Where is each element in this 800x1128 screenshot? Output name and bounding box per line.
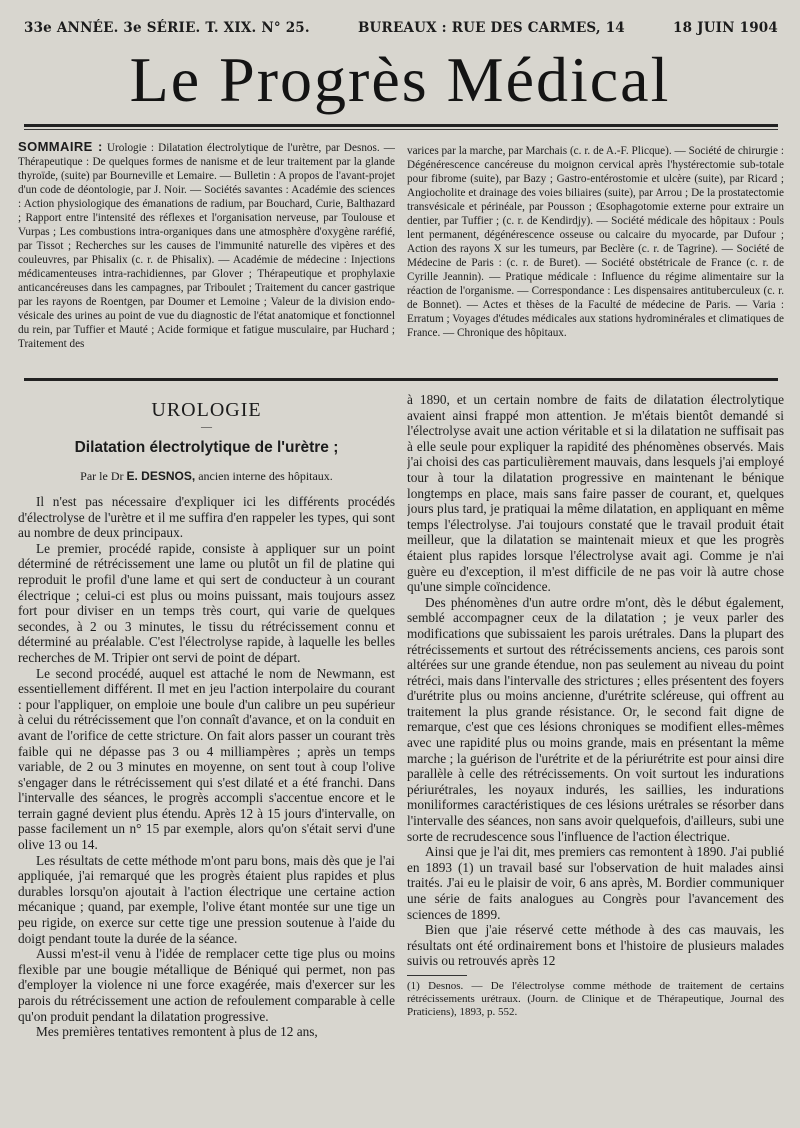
paragraph: Il n'est pas nécessaire d'expliquer ici les différents procédés d'électrolyse de l'urètre et il me suffira d'en rappeler les types, qui sont au nombre de deux principaux. xyxy=(18,494,395,541)
masthead-rule-thin xyxy=(24,129,778,130)
sommaire-label: SOMMAIRE : xyxy=(18,140,103,154)
masthead-rule xyxy=(24,124,778,127)
sommaire-left-column xyxy=(18,140,395,372)
sommaire-right-text: varices par la marche, par Marchais (c. r. de A.-F. Plicque). — Société de chirurgie : Dégénérescence cancéreuse du moignon cervical après l'hystérectomie sub-totale pour fibrome (suite), par Bazy ; Gastro-entérostomie et ulcère (suite), par Ricard ; Angiocholite et drainage des voies biliaires (suite), par Arrou ; De la prostatectomie transvésicale et périnéale, par Pousson ; Œsophagotomie externe pour extraire un dentier, par Tuffier ; (c. r. de Kendirdjy). — Société médicale des hôpitaux : Pouls lent permanent, dégénérescence osseuse ou calcaire du myocarde, par Dufour ; Action des rayons X sur les tumeurs, par Beclère (c. r. de Tagrine). — Société de Médecine de Paris : (c. r. de Buret). — Société obstétricale de France (c. r. de Cyrille Jeannin). — Pratique médicale : Influence du régime alimentaire sur la réaction de l'organisme. — Correspondance : Les dispensaires antituberculeux (c. r. de Bonnet). — Actes et thèses de la Faculté de médecine de Paris. — Varia : Erratum ; Voyages d'études médicales aux stations hydrominérales et climatiques de France. — Chronique des hôpitaux. xyxy=(407,145,784,339)
article-title: Dilatation électrolytique de l'urètre ; xyxy=(74,439,339,456)
article-right-column xyxy=(407,392,784,1082)
office-address: BUREAUX : RUE DES CARMES, 14 xyxy=(357,20,625,36)
sommaire-section xyxy=(18,140,784,372)
sommaire-left-text: Urologie : Dilatation électrolytique de l'urètre, par Desnos. — Thérapeutique : De quelques formes de nanisme et de leur traitement par la glande thyroïde, (suite) par Bourneville et Lemaire. — Bulletin : A propos de l'avant-projet d'un code de déontologie, par J. Noir. — Sociétés savantes : Académie des sciences : Action physiologique des émanations de radium, par Bouchard, Curie, Balthazard ; Rapport entre l'intensité des réflexes et l'organisation nerveuse, par Toulouse et Vurpas ; Les combustions intra-organiques dans une atmosphère d'oxygène raréfié, par Tissot ; Recherches sur les causes de l'immunité naturelle des vipères et des couleuvres, par Phisalix (c. r. de Phisalix). — Académie de médecine : Injections médicamenteuses intra-rachidiennes, par Glover ; Thérapeutique et prophylaxie anticancéreuses dans les campagnes, par Triboulet ; Traitement du cancer gastrique par les rayons de Roentgen, par Doumer et Lemoine ; Valeur de la division endo-vésicale des urines au point de vue du diagnostic de l'état anatomique et fonctionnel du rein, par Tuffier et Mauté ; Acide formique et fatigue musculaire, par Huchard ; Traitement des xyxy=(18,142,395,350)
byline xyxy=(18,468,395,484)
sommaire-right-column xyxy=(407,140,784,372)
paragraph: Ainsi que je l'ai dit, mes premiers cas remontent à 1890. J'ai publié en 1893 (1) un travail basé sur l'observation de huit malades ainsi traités. J'ai eu le plaisir de voir, 6 ans après, M. Bordier communiquer une série de faits analogues au Congrès pour l'avancement des sciences de 1899. xyxy=(407,844,784,922)
right-body-text xyxy=(407,392,784,969)
issue-header-line xyxy=(24,20,778,42)
masthead-title: Le Progrès Médical xyxy=(129,44,671,115)
left-body-text xyxy=(18,494,395,1040)
paragraph: Mes premières tentatives remontent à plus de 12 ans, xyxy=(36,1024,318,1040)
sommaire-rule xyxy=(24,378,778,381)
paragraph: Bien que j'aie réservé cette méthode à des cas mauvais, les résultats ont été ordinairement bons et l'histoire de plusieurs malades suivis ou retrouvés après 12 xyxy=(407,922,784,969)
paragraph: Le premier, procédé rapide, consiste à appliquer sur un point déterminé de rétrécissement une lame ou plutôt un fil de platine qui reproduit le profil d'une lame et qui sert de conducteur à un courant électrique ; celui-ci est plus ou moins puissant, mais toujours assez fort pour diviser en un temps très court, qui varie de quelques secondes, à 2 ou 3 minutes, le tissu du rétrécissement connu et déterminé au préalable. C'est l'électrolyse rapide, à laquelle les belles recherches de M. Tripier ont servi de point de départ. xyxy=(18,540,395,665)
section-dash: — xyxy=(201,421,212,433)
paragraph: Le second procédé, auquel est attaché le nom de Newmann, est essentiellement différent. Il met en jeu l'action interpolaire du courant : pour l'appliquer, on emploie une boule d'un calibre un peu supérieur à celui du rétrécissement que l'on connaît d'avance, et on la conduit en avant de l'orifice de cette stricture. On fait alors passer un courant très faible qui ne dépasse pas 3 ou 4 milliampères ; après un temps variable, de 2 ou 3 minutes en moyenne, on sent tout à coup l'olive s'engager dans le rétrécissement qui s'est dilaté et a été franchi. Dans l'intervalle des séances, le progrès accompli s'accentue encore et le terrain gagné devient plus étendu. Après 12 à 15 jours d'intervalle, on passe facilement un n° 15 par exemple, alors qu'on s'était servi d'une olive 13 ou 14. xyxy=(18,665,395,853)
article-left-column xyxy=(18,392,395,1082)
issue-info: 33e ANNÉE. 3e SÉRIE. T. XIX. N° 25. xyxy=(24,20,310,36)
issue-date: 18 JUIN 1904 xyxy=(673,20,778,36)
byline-prefix: Par le Dr xyxy=(80,469,124,483)
paragraph: à 1890, et un certain nombre de faits de dilatation électrolytique avaient ainsi frappé mon attention. Je m'étais bientôt demandé si l'électrolyse avait une action véritable et si la dilatation ne suffisait pas à elle seule pour expliquer la rapidité des phénomènes observés. Mais j'ai choisi des cas particulièrement mauvais, dans lesquels j'ai employé tour à tour la dilatation progressive en maintenant le bénique longtemps en place, mais sans faire passer de courant, et, quelques jours plus tard, je pratiquai la même dilatation, en appliquant en même temps l'électrolyse. J'ai toujours constaté que le travail produit était meilleur, que la dilatation se maintenait mieux et que les progrès étaient plus rapides lorsque l'électrolyse avait agi. Comme je n'ai guère eu d'exception, il m'est difficile de ne pas voir là autre chose qu'une simple coïncidence. xyxy=(407,392,784,595)
paragraph: Aussi m'est-il venu à l'idée de remplacer cette tige plus ou moins flexible par une bougie métallique de Béniqué qui permet, non pas d'employer la violence ni une force exagérée, mais d'exercer sur les parois du rétrécissement une action de refoulement comparable à celle qu'on produit pendant la dilatation progressive. xyxy=(18,946,395,1024)
footnote-rule xyxy=(407,975,467,976)
footnote: (1) Desnos. — De l'électrolyse comme méthode de traitement de certains rétrécissements urétraux. (Journ. de Clinique et de Thérapeutique, Journal des Praticiens), 1893, p. 552. xyxy=(407,979,784,1018)
paragraph: Des phénomènes d'un autre ordre m'ont, dès le début également, semblé accompagner ceux de la dilatation ; je veux parler des modifications que subissaient les parois urétrales. Dans la plupart des rétrécissements et surtout des rétrécissements anciens, ces parois sont altérées sur une grande étendue, non pas seulement au niveau du point rétréci, mais dans l'intervalle des strictures ; elles présentent des foyers d'urétrite plus ou moins ancienne, d'urétrite scléreuse, qui offrent au traitement la plus grande résistance. Or, le second fait digne de remarque, c'est que ces lésions chroniques se modifient elles-mêmes avec une rapidité plus ou moins grande, mais en présentant la même marche ; la guérison de l'urétrite et de la périurétrite est pour ainsi dire parallèle à celle des rétrécissements. On voit surtout les indurations périurétrales, les noyaux indurés, les saillies, les indurations moniliformes caractéristiques de ces lésions urétrales se résorber dans l'intervalle des séances, non sans avoir quelquefois, d'ailleurs, subi une sorte de recrudescence sous l'influence de l'action électrique. xyxy=(407,594,784,844)
author-name: E. DESNOS, xyxy=(126,469,196,483)
paragraph: Les résultats de cette méthode m'ont paru bons, mais dès que je l'ai appliquée, j'ai remarqué que les progrès étaient plus rapides et plus durables lorsqu'on ajoutait à l'action électrique une certaine action mécanique ; quand, par exemple, l'olive étant montée sur une tige un peu rigide, on exerce sur cette tige une pression soutenue à l'aide du doigt pendant toute la durée de la séance. xyxy=(18,852,395,946)
section-heading: UROLOGIE xyxy=(151,399,262,421)
article-urologie xyxy=(18,392,784,1082)
byline-suffix: ancien interne des hôpitaux. xyxy=(198,469,333,483)
